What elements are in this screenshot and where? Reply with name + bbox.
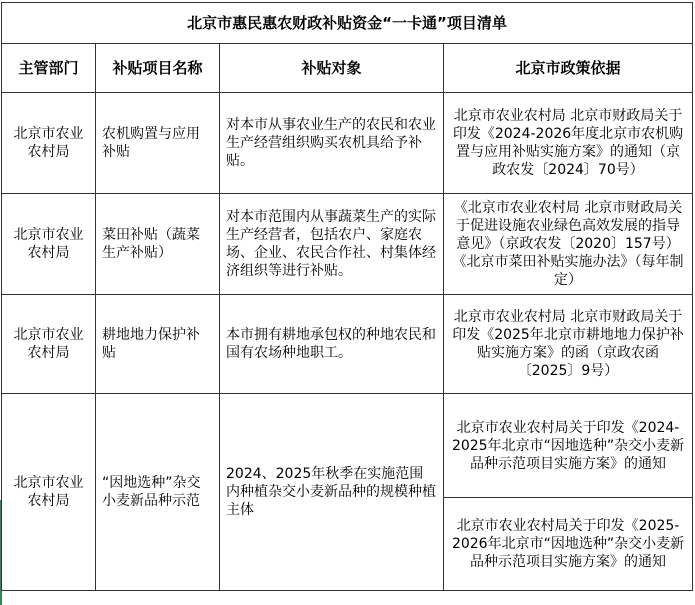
table-row [2, 194, 693, 295]
cell-project-name: “因地选种”杂交小麦新品种示范 [96, 394, 220, 591]
cell-target: 本市拥有耕地承包权的种地农民和国有农场种地职工。 [220, 295, 444, 394]
cell-dept: 北京市农业农村局 [2, 295, 96, 394]
cell-policy: 北京市农业农村局关于印发《2024-2025年北京市“因地选种”杂交小麦新品种示范项目实施方案》的通知 [444, 394, 693, 498]
cell-policy: 北京市农业农村局 北京市财政局关于印发《2025年北京市耕地地力保护补贴实施方案》的函（京政农函〔2025〕9号） [444, 295, 693, 394]
header-dept: 主管部门 [2, 44, 96, 93]
table-row [2, 295, 693, 394]
cell-target: 对本市范围内从事蔬菜生产的实际生产经营者，包括农户、家庭农场、企业、农民合作社、村集体经济组织等进行补贴。 [220, 194, 444, 295]
cell-target: 对本市从事农业生产的农民和农业生产经营组织购买农机具给予补贴。 [220, 93, 444, 194]
cell-dept: 北京市农业农村局 [2, 394, 96, 591]
subsidy-table [1, 2, 693, 591]
cell-dept: 北京市农业农村局 [2, 93, 96, 194]
cell-target: 2024、2025年秋季在实施范围内种植杂交小麦新品种的规模种植主体 [220, 394, 444, 591]
cell-policy: 北京市农业农村局 北京市财政局关于印发《2024-2026年度北京市农机购置与应用补贴实施方案》的通知（京政农发〔2024〕70号） [444, 93, 693, 194]
cell-project-name: 农机购置与应用补贴 [96, 93, 220, 194]
header-project-name: 补贴项目名称 [96, 44, 220, 93]
header-policy: 北京市政策依据 [444, 44, 693, 93]
table-title: 北京市惠民惠农财政补贴资金“一卡通”项目清单 [2, 3, 693, 44]
header-target: 补贴对象 [220, 44, 444, 93]
table-row [2, 394, 693, 498]
cell-project-name: 耕地地力保护补贴 [96, 295, 220, 394]
cell-policy: 北京市农业农村局关于印发《2025-2026年北京市“因地选种”杂交小麦新品种示范项目实施方案》的通知 [444, 498, 693, 591]
cell-policy: 《北京市农业农村局 北京市财政局关于促进设施农业绿色高效发展的指导意见》（京政农发〔2020〕157号）《北京市菜田补贴实施办法》（每年制定） [444, 194, 693, 295]
cell-dept: 北京市农业农村局 [2, 194, 96, 295]
table-row [2, 93, 693, 194]
cell-project-name: 菜田补贴（蔬菜生产补贴） [96, 194, 220, 295]
header-row [2, 44, 693, 93]
